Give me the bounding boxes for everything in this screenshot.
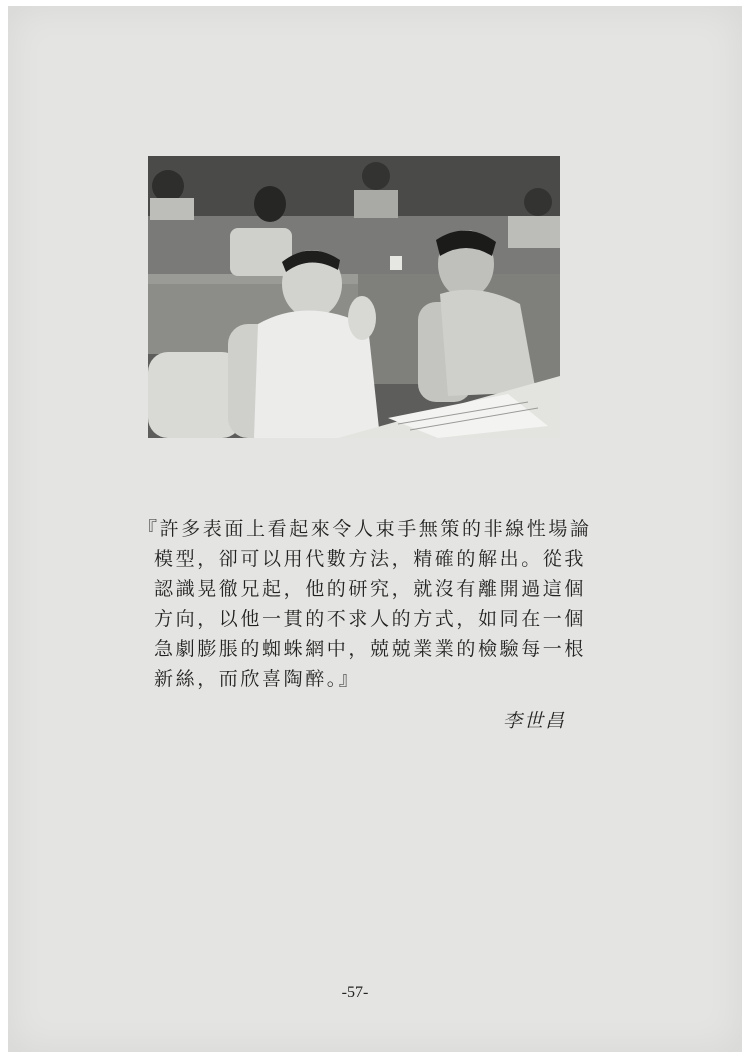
quote-text xyxy=(138,514,598,694)
quote-line: 急劇膨脹的蜘蛛網中，兢兢業業的檢驗每一根 xyxy=(154,638,587,660)
quote-line: 新絲，而欣喜陶醉。』 xyxy=(154,668,361,690)
page-number: -57- xyxy=(341,984,369,1001)
photo xyxy=(148,156,560,438)
quote-line: 方向，以他一貫的不求人的方式，如同在一個 xyxy=(154,608,587,630)
quote-line: 『許多表面上看起來令人束手無策的非線性場論 xyxy=(138,518,592,540)
quote-author: 李世昌 xyxy=(502,710,566,732)
quote-line: 模型，卻可以用代數方法，精確的解出。從我 xyxy=(154,548,587,570)
photo-image xyxy=(148,156,560,438)
quote-line: 認識晃徹兄起，他的研究，就沒有離開過這個 xyxy=(154,578,587,600)
